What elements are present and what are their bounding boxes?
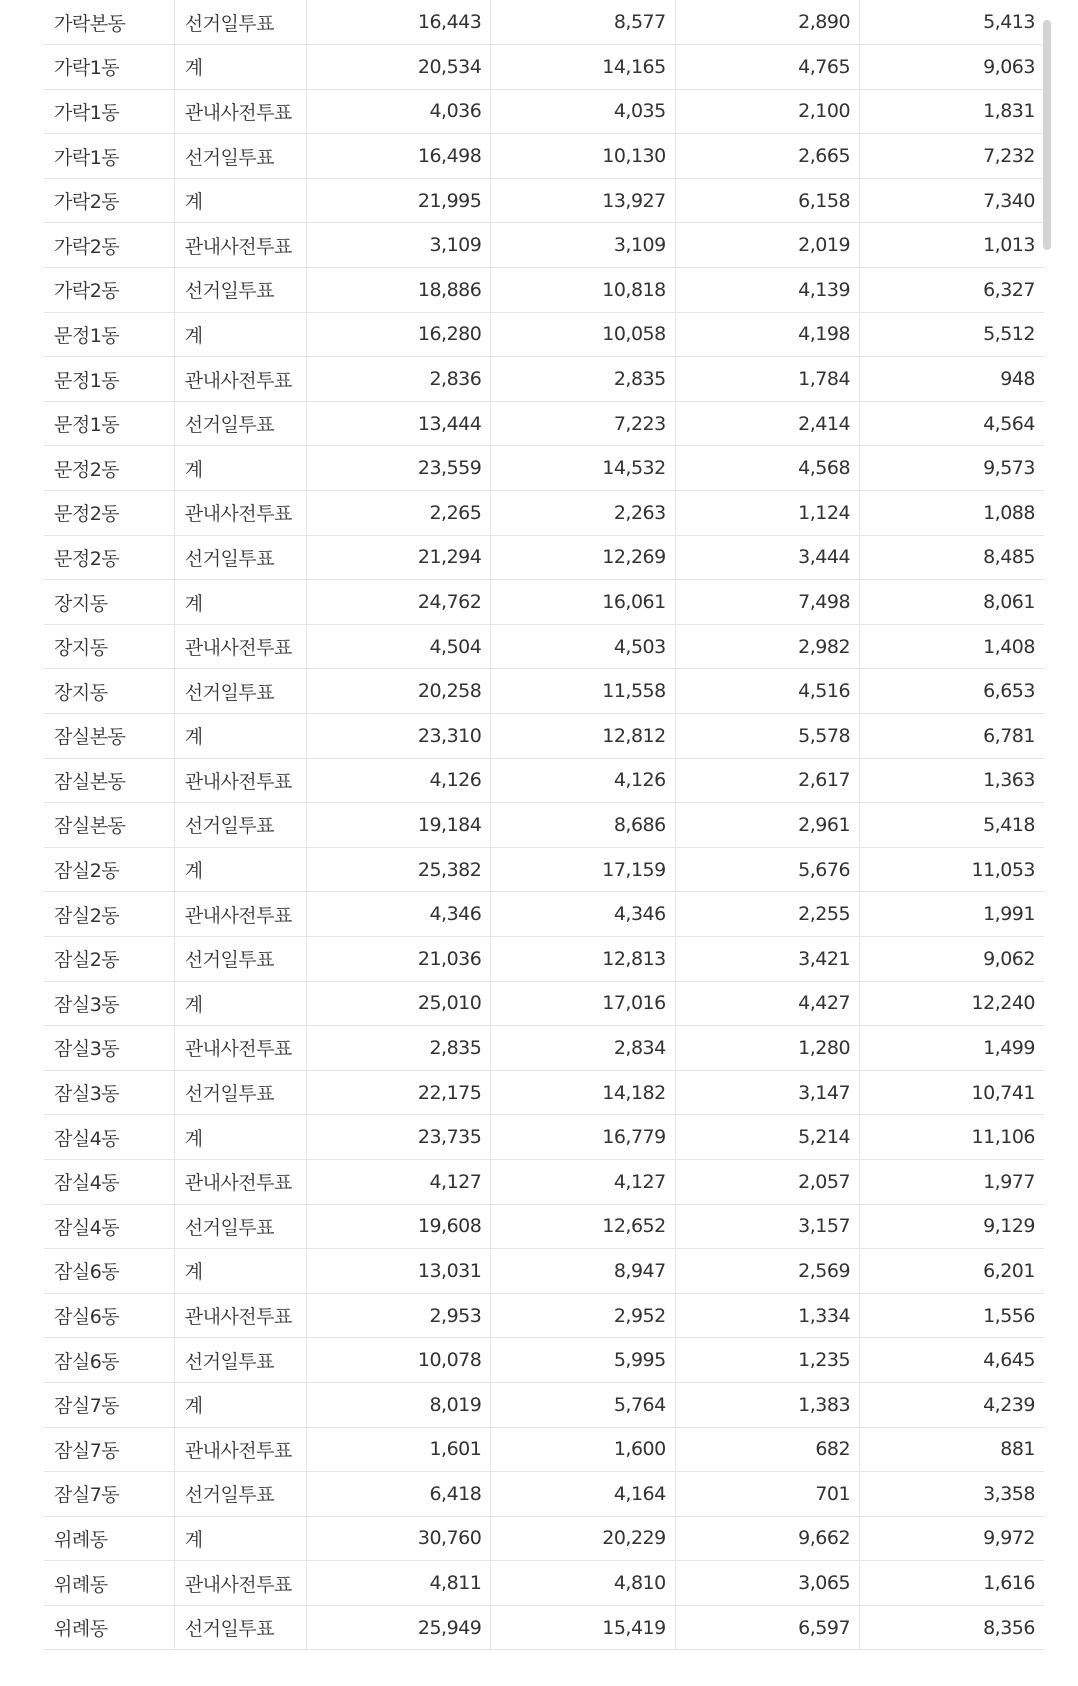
value-cell: 1,363 [860,758,1044,803]
table-row [44,401,1044,446]
vote-type-cell: 선거일투표 [174,1472,306,1517]
value-cell: 10,130 [491,134,675,179]
table-row [44,357,1044,402]
value-cell: 948 [860,357,1044,402]
table-row [44,446,1044,491]
dong-cell: 잠실본동 [44,803,174,848]
value-cell: 2,665 [675,134,859,179]
value-cell: 25,010 [307,981,491,1026]
value-cell: 1,784 [675,357,859,402]
value-cell: 7,223 [491,401,675,446]
value-cell: 5,418 [860,803,1044,848]
value-cell: 23,310 [307,714,491,759]
dong-cell: 문정2동 [44,446,174,491]
value-cell: 9,662 [675,1516,859,1561]
dong-cell: 잠실6동 [44,1293,174,1338]
value-cell: 3,421 [675,936,859,981]
value-cell: 7,232 [860,134,1044,179]
value-cell: 21,294 [307,535,491,580]
value-cell: 14,532 [491,446,675,491]
value-cell: 6,327 [860,268,1044,313]
table-row [44,223,1044,268]
value-cell: 6,201 [860,1249,1044,1294]
vote-type-cell: 계 [174,847,306,892]
value-cell: 4,036 [307,89,491,134]
value-cell: 10,058 [491,312,675,357]
value-cell: 16,280 [307,312,491,357]
table-row [44,981,1044,1026]
value-cell: 4,427 [675,981,859,1026]
value-cell: 4,346 [307,892,491,937]
results-table-container [44,0,1044,1650]
value-cell: 10,818 [491,268,675,313]
value-cell: 23,735 [307,1115,491,1160]
value-cell: 1,124 [675,491,859,536]
value-cell: 13,444 [307,401,491,446]
value-cell: 2,019 [675,223,859,268]
value-cell: 5,764 [491,1382,675,1427]
table-row [44,491,1044,536]
value-cell: 6,158 [675,178,859,223]
value-cell: 4,516 [675,669,859,714]
dong-cell: 가락2동 [44,223,174,268]
value-cell: 9,063 [860,45,1044,90]
value-cell: 1,499 [860,1026,1044,1071]
value-cell: 19,184 [307,803,491,848]
value-cell: 3,358 [860,1472,1044,1517]
table-row [44,1338,1044,1383]
value-cell: 6,781 [860,714,1044,759]
vote-type-cell: 선거일투표 [174,134,306,179]
value-cell: 4,126 [307,758,491,803]
value-cell: 2,263 [491,491,675,536]
value-cell: 20,229 [491,1516,675,1561]
dong-cell: 잠실6동 [44,1338,174,1383]
vote-type-cell: 관내사전투표 [174,624,306,669]
table-row [44,89,1044,134]
value-cell: 10,741 [860,1070,1044,1115]
value-cell: 7,498 [675,580,859,625]
value-cell: 10,078 [307,1338,491,1383]
dong-cell: 위례동 [44,1516,174,1561]
value-cell: 1,831 [860,89,1044,134]
value-cell: 19,608 [307,1204,491,1249]
value-cell: 1,235 [675,1338,859,1383]
value-cell: 12,813 [491,936,675,981]
value-cell: 17,016 [491,981,675,1026]
value-cell: 11,053 [860,847,1044,892]
vote-type-cell: 관내사전투표 [174,1159,306,1204]
value-cell: 25,382 [307,847,491,892]
value-cell: 4,127 [491,1159,675,1204]
value-cell: 2,953 [307,1293,491,1338]
dong-cell: 잠실2동 [44,936,174,981]
dong-cell: 문정1동 [44,357,174,402]
value-cell: 20,258 [307,669,491,714]
value-cell: 1,280 [675,1026,859,1071]
value-cell: 4,139 [675,268,859,313]
value-cell: 14,182 [491,1070,675,1115]
value-cell: 2,255 [675,892,859,937]
value-cell: 23,559 [307,446,491,491]
dong-cell: 장지동 [44,669,174,714]
dong-cell: 문정1동 [44,401,174,446]
value-cell: 2,569 [675,1249,859,1294]
value-cell: 1,600 [491,1427,675,1472]
vote-type-cell: 선거일투표 [174,803,306,848]
table-row [44,1026,1044,1071]
value-cell: 4,568 [675,446,859,491]
vote-type-cell: 계 [174,714,306,759]
value-cell: 1,088 [860,491,1044,536]
value-cell: 12,240 [860,981,1044,1026]
vote-type-cell: 선거일투표 [174,268,306,313]
value-cell: 8,577 [491,0,675,45]
vote-type-cell: 선거일투표 [174,669,306,714]
vote-type-cell: 선거일투표 [174,0,306,45]
value-cell: 3,147 [675,1070,859,1115]
value-cell: 4,164 [491,1472,675,1517]
value-cell: 4,504 [307,624,491,669]
vote-type-cell: 선거일투표 [174,1605,306,1650]
value-cell: 8,061 [860,580,1044,625]
table-row [44,535,1044,580]
value-cell: 8,356 [860,1605,1044,1650]
table-row [44,0,1044,45]
dong-cell: 잠실본동 [44,758,174,803]
table-row [44,1605,1044,1650]
vote-type-cell: 선거일투표 [174,1204,306,1249]
dong-cell: 잠실3동 [44,1070,174,1115]
value-cell: 20,534 [307,45,491,90]
table-row [44,1070,1044,1115]
table-row [44,624,1044,669]
value-cell: 8,019 [307,1382,491,1427]
results-table-body [44,0,1044,1650]
vote-type-cell: 관내사전투표 [174,89,306,134]
value-cell: 1,556 [860,1293,1044,1338]
dong-cell: 문정1동 [44,312,174,357]
dong-cell: 장지동 [44,624,174,669]
dong-cell: 잠실본동 [44,714,174,759]
table-row [44,268,1044,313]
dong-cell: 가락1동 [44,134,174,179]
dong-cell: 잠실4동 [44,1115,174,1160]
value-cell: 1,383 [675,1382,859,1427]
vote-type-cell: 선거일투표 [174,401,306,446]
value-cell: 2,834 [491,1026,675,1071]
value-cell: 14,165 [491,45,675,90]
dong-cell: 잠실3동 [44,1026,174,1071]
vote-type-cell: 계 [174,1516,306,1561]
value-cell: 8,947 [491,1249,675,1294]
value-cell: 701 [675,1472,859,1517]
vote-type-cell: 선거일투표 [174,1338,306,1383]
value-cell: 1,601 [307,1427,491,1472]
dong-cell: 문정2동 [44,535,174,580]
value-cell: 4,564 [860,401,1044,446]
vote-type-cell: 계 [174,1382,306,1427]
value-cell: 12,812 [491,714,675,759]
value-cell: 16,779 [491,1115,675,1160]
dong-cell: 위례동 [44,1561,174,1606]
vote-type-cell: 관내사전투표 [174,1427,306,1472]
table-row [44,580,1044,625]
value-cell: 2,414 [675,401,859,446]
table-row [44,1472,1044,1517]
value-cell: 4,810 [491,1561,675,1606]
value-cell: 2,836 [307,357,491,402]
value-cell: 2,982 [675,624,859,669]
vote-type-cell: 관내사전투표 [174,1026,306,1071]
vote-type-cell: 계 [174,178,306,223]
vote-type-cell: 관내사전투표 [174,1561,306,1606]
value-cell: 682 [675,1427,859,1472]
value-cell: 5,413 [860,0,1044,45]
value-cell: 4,198 [675,312,859,357]
value-cell: 3,109 [491,223,675,268]
value-cell: 15,419 [491,1605,675,1650]
results-table [44,0,1044,1650]
value-cell: 2,961 [675,803,859,848]
value-cell: 2,057 [675,1159,859,1204]
value-cell: 4,765 [675,45,859,90]
value-cell: 2,100 [675,89,859,134]
scrollbar-thumb[interactable] [1043,20,1051,250]
value-cell: 4,035 [491,89,675,134]
table-row [44,803,1044,848]
value-cell: 2,835 [307,1026,491,1071]
value-cell: 3,109 [307,223,491,268]
table-row [44,936,1044,981]
table-row [44,1427,1044,1472]
table-row [44,134,1044,179]
value-cell: 5,214 [675,1115,859,1160]
dong-cell: 잠실2동 [44,847,174,892]
dong-cell: 잠실7동 [44,1472,174,1517]
vote-type-cell: 선거일투표 [174,535,306,580]
value-cell: 11,558 [491,669,675,714]
value-cell: 4,645 [860,1338,1044,1383]
dong-cell: 위례동 [44,1605,174,1650]
dong-cell: 가락2동 [44,268,174,313]
value-cell: 7,340 [860,178,1044,223]
value-cell: 1,013 [860,223,1044,268]
value-cell: 5,995 [491,1338,675,1383]
dong-cell: 가락1동 [44,89,174,134]
value-cell: 8,686 [491,803,675,848]
value-cell: 21,995 [307,178,491,223]
value-cell: 2,952 [491,1293,675,1338]
value-cell: 18,886 [307,268,491,313]
value-cell: 2,835 [491,357,675,402]
value-cell: 5,676 [675,847,859,892]
value-cell: 1,991 [860,892,1044,937]
vertical-scrollbar[interactable] [1043,0,1051,1686]
value-cell: 3,157 [675,1204,859,1249]
value-cell: 4,811 [307,1561,491,1606]
dong-cell: 문정2동 [44,491,174,536]
value-cell: 24,762 [307,580,491,625]
table-row [44,312,1044,357]
dong-cell: 가락1동 [44,45,174,90]
value-cell: 6,653 [860,669,1044,714]
value-cell: 3,444 [675,535,859,580]
vote-type-cell: 관내사전투표 [174,892,306,937]
value-cell: 4,346 [491,892,675,937]
vote-type-cell: 계 [174,446,306,491]
value-cell: 1,334 [675,1293,859,1338]
value-cell: 9,573 [860,446,1044,491]
vote-type-cell: 계 [174,981,306,1026]
vote-type-cell: 관내사전투표 [174,491,306,536]
table-row [44,847,1044,892]
value-cell: 2,265 [307,491,491,536]
value-cell: 16,061 [491,580,675,625]
vote-type-cell: 계 [174,1115,306,1160]
dong-cell: 가락2동 [44,178,174,223]
value-cell: 13,927 [491,178,675,223]
vote-type-cell: 계 [174,312,306,357]
value-cell: 4,126 [491,758,675,803]
table-row [44,1204,1044,1249]
value-cell: 16,498 [307,134,491,179]
vote-type-cell: 관내사전투표 [174,357,306,402]
value-cell: 1,616 [860,1561,1044,1606]
table-row [44,1159,1044,1204]
vote-type-cell: 관내사전투표 [174,758,306,803]
dong-cell: 장지동 [44,580,174,625]
table-row [44,1249,1044,1294]
table-row [44,178,1044,223]
value-cell: 9,972 [860,1516,1044,1561]
table-row [44,714,1044,759]
value-cell: 12,269 [491,535,675,580]
table-row [44,892,1044,937]
value-cell: 13,031 [307,1249,491,1294]
value-cell: 8,485 [860,535,1044,580]
table-row [44,45,1044,90]
table-row [44,1382,1044,1427]
value-cell: 1,977 [860,1159,1044,1204]
vote-type-cell: 관내사전투표 [174,223,306,268]
vote-type-cell: 계 [174,1249,306,1294]
value-cell: 3,065 [675,1561,859,1606]
table-row [44,669,1044,714]
value-cell: 25,949 [307,1605,491,1650]
value-cell: 881 [860,1427,1044,1472]
value-cell: 4,503 [491,624,675,669]
dong-cell: 잠실4동 [44,1204,174,1249]
table-row [44,1561,1044,1606]
value-cell: 30,760 [307,1516,491,1561]
value-cell: 17,159 [491,847,675,892]
value-cell: 2,617 [675,758,859,803]
value-cell: 9,129 [860,1204,1044,1249]
value-cell: 4,127 [307,1159,491,1204]
value-cell: 5,578 [675,714,859,759]
dong-cell: 잠실7동 [44,1382,174,1427]
dong-cell: 잠실7동 [44,1427,174,1472]
value-cell: 4,239 [860,1382,1044,1427]
value-cell: 21,036 [307,936,491,981]
value-cell: 22,175 [307,1070,491,1115]
vote-type-cell: 계 [174,580,306,625]
value-cell: 6,597 [675,1605,859,1650]
dong-cell: 잠실4동 [44,1159,174,1204]
value-cell: 5,512 [860,312,1044,357]
dong-cell: 잠실2동 [44,892,174,937]
vote-type-cell: 계 [174,45,306,90]
value-cell: 11,106 [860,1115,1044,1160]
table-row [44,1115,1044,1160]
table-row [44,1516,1044,1561]
value-cell: 6,418 [307,1472,491,1517]
dong-cell: 가락본동 [44,0,174,45]
vote-type-cell: 선거일투표 [174,936,306,981]
value-cell: 12,652 [491,1204,675,1249]
table-row [44,1293,1044,1338]
vote-type-cell: 관내사전투표 [174,1293,306,1338]
value-cell: 1,408 [860,624,1044,669]
value-cell: 9,062 [860,936,1044,981]
vote-type-cell: 선거일투표 [174,1070,306,1115]
dong-cell: 잠실6동 [44,1249,174,1294]
table-row [44,758,1044,803]
dong-cell: 잠실3동 [44,981,174,1026]
value-cell: 16,443 [307,0,491,45]
value-cell: 2,890 [675,0,859,45]
